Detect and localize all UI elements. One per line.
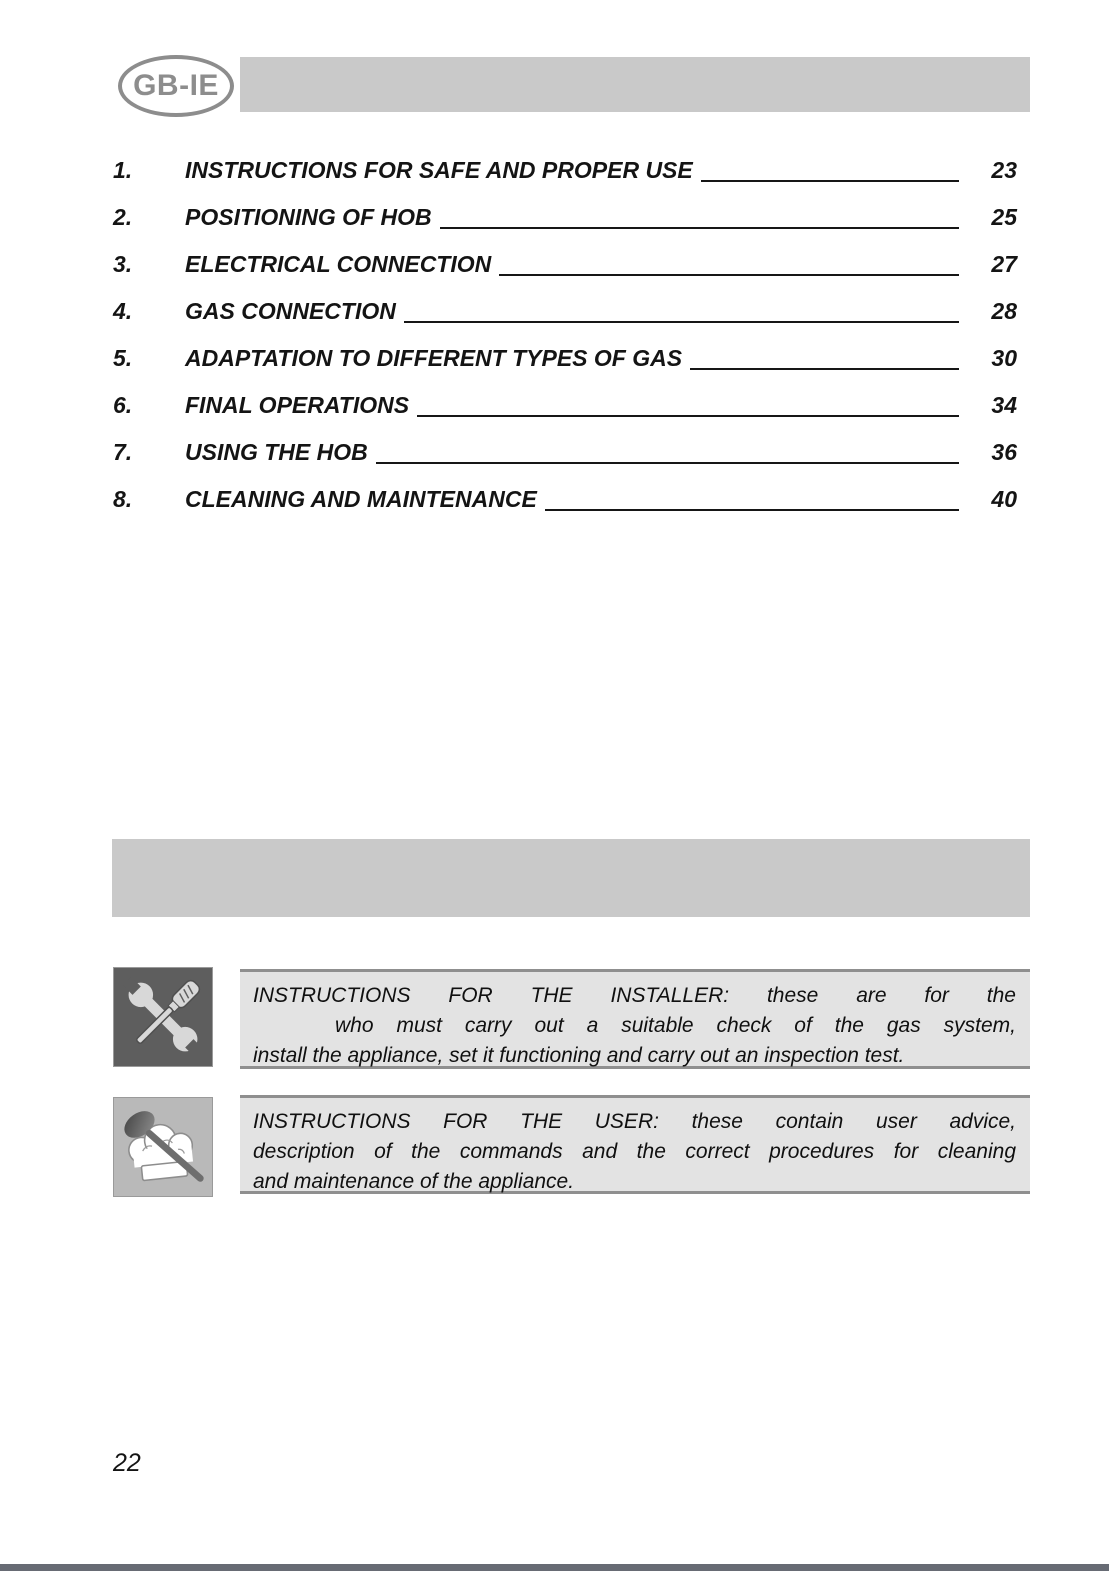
toc-row xyxy=(113,284,1017,331)
toc-row xyxy=(113,378,1017,425)
toc-row xyxy=(113,331,1017,378)
table-of-contents xyxy=(113,143,1017,519)
toc-item-title: INSTRUCTIONS FOR SAFE AND PROPER USE xyxy=(185,157,693,183)
toc-item-title: ADAPTATION TO DIFFERENT TYPES OF GAS xyxy=(185,345,683,371)
toc-leader-line xyxy=(440,227,959,229)
toc-item-title: ELECTRICAL CONNECTION xyxy=(185,251,492,277)
toc-item-page: 28 xyxy=(991,298,1017,324)
toc-leader-line xyxy=(417,415,959,417)
installer-note-line: INSTRUCTIONS FOR THE INSTALLER: these are for the xyxy=(253,984,1016,1007)
header-bar xyxy=(240,57,1030,112)
toc-item-number: 2. xyxy=(113,204,133,230)
installer-note-line: who must carry out a suitable check of the gas system, xyxy=(335,1014,1016,1037)
installer-note-line: install the appliance, set it functioning and carry out an inspection test. xyxy=(253,1044,905,1067)
toc-item-number: 3. xyxy=(113,251,133,277)
toc-item-number: 8. xyxy=(113,486,133,512)
toc-leader-line xyxy=(690,368,959,370)
toc-item-number: 1. xyxy=(113,157,133,183)
user-instructions-note xyxy=(240,1095,1030,1194)
toc-item-title: FINAL OPERATIONS xyxy=(185,392,410,418)
toc-item-page: 27 xyxy=(991,251,1017,277)
user-note-line: description of the commands and the correct procedures for cleaning xyxy=(253,1140,1016,1163)
section-divider-bar xyxy=(112,839,1030,917)
toc-item-number: 4. xyxy=(113,298,133,324)
toc-row xyxy=(113,143,1017,190)
toc-row xyxy=(113,472,1017,519)
toc-row xyxy=(113,190,1017,237)
toc-item-title: USING THE HOB xyxy=(185,439,368,465)
toc-row xyxy=(113,425,1017,472)
toc-item-page: 36 xyxy=(991,439,1017,465)
toc-item-number: 7. xyxy=(113,439,133,465)
region-badge xyxy=(118,55,234,117)
page-bottom-edge-strip xyxy=(0,1564,1109,1571)
toc-item-number: 5. xyxy=(113,345,133,371)
toc-leader-line xyxy=(499,274,959,276)
page-number: 22 xyxy=(113,1449,141,1477)
toc-item-page: 25 xyxy=(991,204,1017,230)
toc-item-title: GAS CONNECTION xyxy=(185,298,396,324)
toc-leader-line xyxy=(545,509,959,511)
chef-hat-spoon-icon xyxy=(113,1097,213,1197)
toc-leader-line xyxy=(376,462,959,464)
toc-leader-line xyxy=(701,180,959,182)
toc-item-page: 23 xyxy=(991,157,1017,183)
toc-item-title: POSITIONING OF HOB xyxy=(185,204,432,230)
toc-item-title: CLEANING AND MAINTENANCE xyxy=(185,486,537,512)
toc-item-number: 6. xyxy=(113,392,133,418)
toc-leader-line xyxy=(404,321,959,323)
wrench-screwdriver-icon xyxy=(113,967,213,1067)
toc-row xyxy=(113,237,1017,284)
toc-item-page: 30 xyxy=(991,345,1017,371)
toc-item-page: 40 xyxy=(991,486,1017,512)
toc-item-page: 34 xyxy=(991,392,1017,418)
installer-instructions-note xyxy=(240,969,1030,1069)
user-note-line: and maintenance of the appliance. xyxy=(253,1170,575,1193)
user-note-line: INSTRUCTIONS FOR THE USER: these contain user advice, xyxy=(253,1110,1016,1133)
region-badge-label: GB-IE xyxy=(133,69,219,102)
